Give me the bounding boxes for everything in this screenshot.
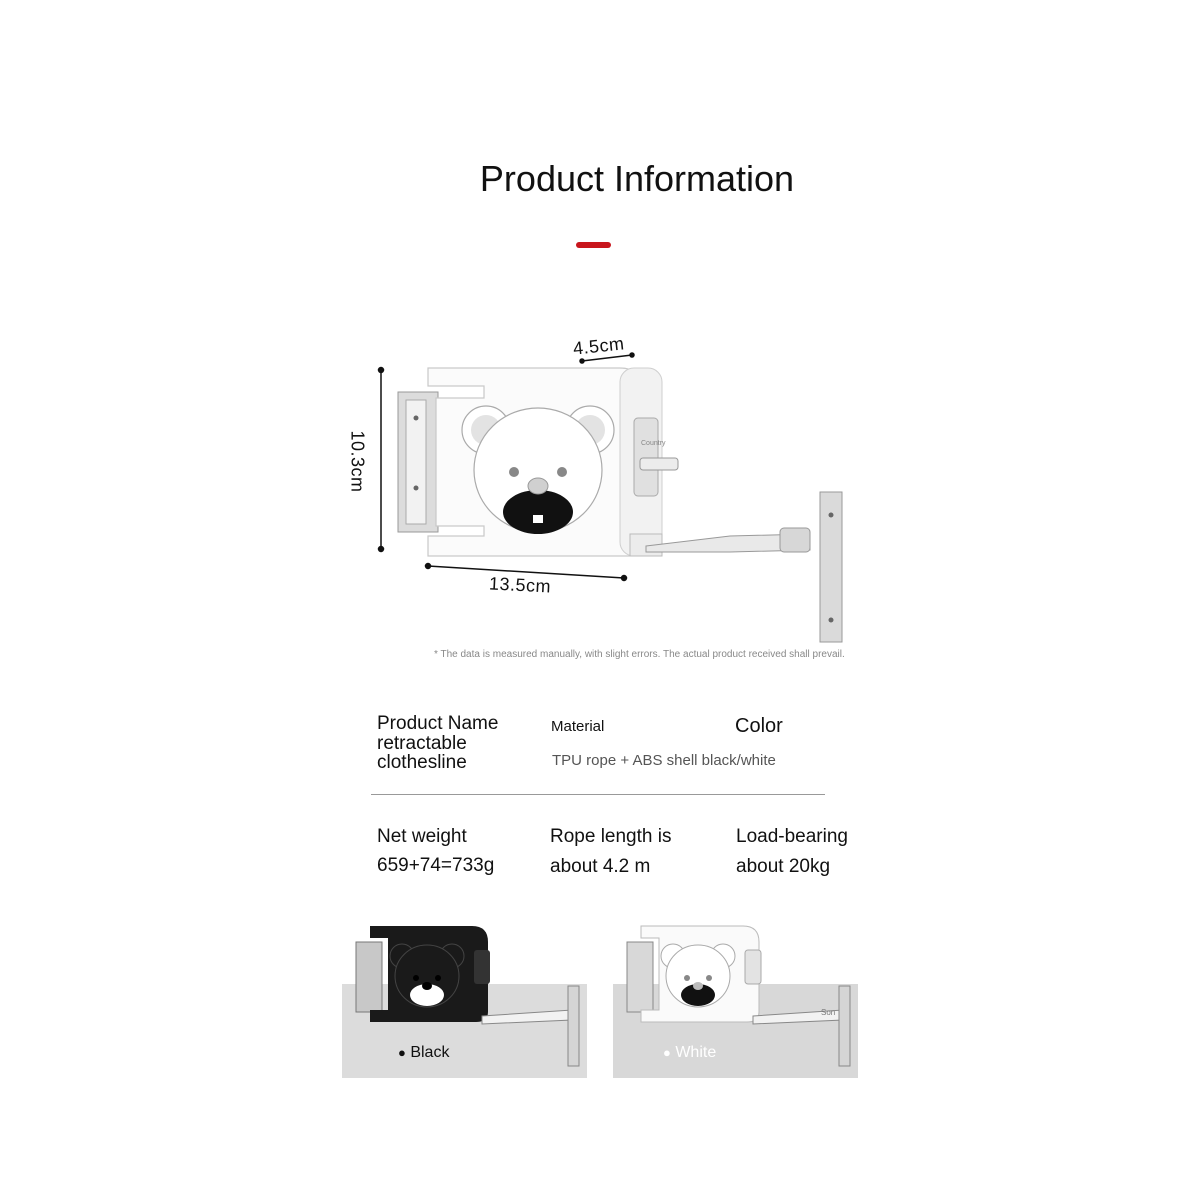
load-bearing-label: Load-bearing [736,826,848,847]
title-accent-bar [576,242,611,248]
load-bearing-value: about 20kg [736,856,831,877]
material-value: TPU rope + ABS shell black/white [552,752,776,769]
white-variant-image [613,920,863,1070]
rope-length-value: about 4.2 m [550,856,651,877]
height-label: 10.3cm [347,430,368,493]
material-label: Material [551,718,605,735]
rope-length-label: Rope length is [550,826,672,847]
page-title: Product Information [479,158,795,199]
product-name-label: Product Name [377,713,499,734]
mount-bracket [398,392,438,532]
wall-hook-plate [820,492,842,642]
width-label: 13.5cm [488,573,552,597]
bullet-icon: ● [663,1045,671,1060]
net-weight-label: Net weight [377,826,467,847]
bullet-icon: ● [398,1045,406,1060]
depth-label: 4.5cm [572,333,626,359]
brand-mark: Country [641,440,666,447]
net-weight-value: 659+74=733g [377,855,495,876]
spec-divider [371,794,825,795]
side-lock-knob [634,418,678,496]
white-variant-mark: Son [821,1008,836,1017]
black-variant-image [342,920,592,1070]
rope-length-block [550,822,671,881]
load-bearing-block [736,822,848,881]
variant-white-label: ● White [663,1044,717,1061]
product-name-line2: clothesline [377,752,467,773]
height-dimension-line [379,368,384,552]
product-name-line1: retractable [377,733,467,754]
color-label: Color [735,715,783,737]
net-weight-block [377,822,494,880]
product-illustration [340,320,880,650]
measurement-note: * The data is measured manually, with slight errors. The actual product received shall prevail. [434,649,845,660]
variant-black-label: ● Black [398,1044,450,1061]
